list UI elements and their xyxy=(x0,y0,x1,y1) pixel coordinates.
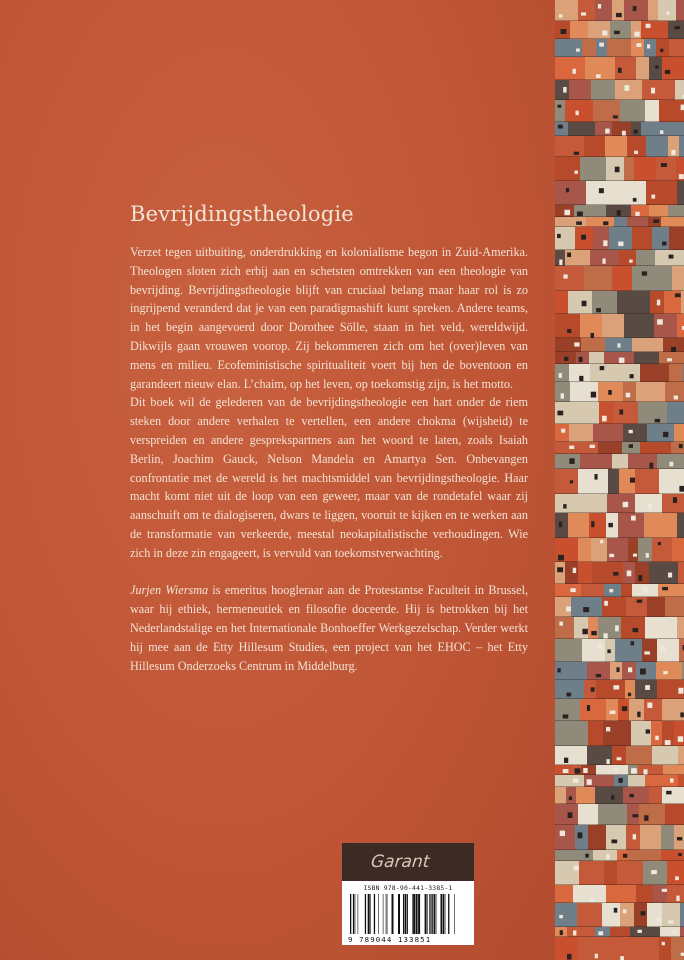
favela-photo xyxy=(555,0,684,960)
book-title: Bevrijdingstheologie xyxy=(130,202,354,226)
barcode-graphic xyxy=(350,894,466,934)
publisher-name: Garant xyxy=(369,852,431,872)
author-bio xyxy=(130,581,528,675)
publisher-block xyxy=(342,843,474,945)
favela-houses-image xyxy=(555,0,684,960)
publisher-logo xyxy=(342,843,474,881)
blurb xyxy=(130,243,528,675)
isbn-barcode-box xyxy=(342,881,474,945)
author-name: Jurjen Wiersma xyxy=(130,583,209,598)
barcode-digits: 9 789044 133851 xyxy=(348,935,432,944)
isbn-label: ISBN 978-90-441-3385-1 xyxy=(363,884,453,892)
author-bio-text: is emeritus hoogleraar aan de Protestantse Faculteit in Brussel, waar hij ethiek, hermeneutiek en filosofie doceerde. Hij is betrokken bij het Nederlandstalige en het Internationale Bonhoeffer Werkgezelschap. Verder werkt hij mee aan de Etty Hillesum Studies, een project van het EHOC – het Etty Hillesum Onderzoeks Centrum in Middelburg. xyxy=(130,583,528,673)
blurb-paragraph-2: Dit boek wil de gelederen van de bevrijdingstheologie een hart onder de riem steken door andere verhalen te vertellen, een andere chokma (wijsheid) te verspreiden en andere gesprekspartners aan het woord te laten, zoals Isaiah Berlin, Joachim Gauck, Nelson Mandela en Amartya Sen. Onbevangen confrontatie met de wereld is het machtsmiddel van bevrijdingstheologie. Haar macht komt niet uit de loop van een geweer, maar van de rondetafel waar zij aanschuift om te dialogiseren, dwars te liggen, vooruit te kijken en te werken aan de transformatie van verkeerde, meestal neokapitalistische verhoudingen. Wie zich in deze zin engageert, is vervuld van toekomstverwachting. xyxy=(130,395,528,560)
blurb-paragraph-1: Verzet tegen uitbuiting, onderdrukking en kolonialisme begon in Zuid-Amerika. Theologen sloten zich erbij aan en schetsten omtrekken van een theologie van bevrijding. Bevrijdingstheologie blijft van cruciaal belang maar haar rol is zo ingrijpend veranderd dat je van een paradigmashift kunt spreken. Andere teams, in het begin aangevoerd door Dorothee Sölle, staan in het veld, wereldwijd. Dikwijls gaan vrouwen voorop. Zij bekommeren zich om het (over)leven van mens en milieu. Ecofeministische spiritualiteit voert bij hen de boventoon en garandeert nieuw elan. L’chaim, op het leven, op toekomstig zijn, is het motto. xyxy=(130,245,528,391)
